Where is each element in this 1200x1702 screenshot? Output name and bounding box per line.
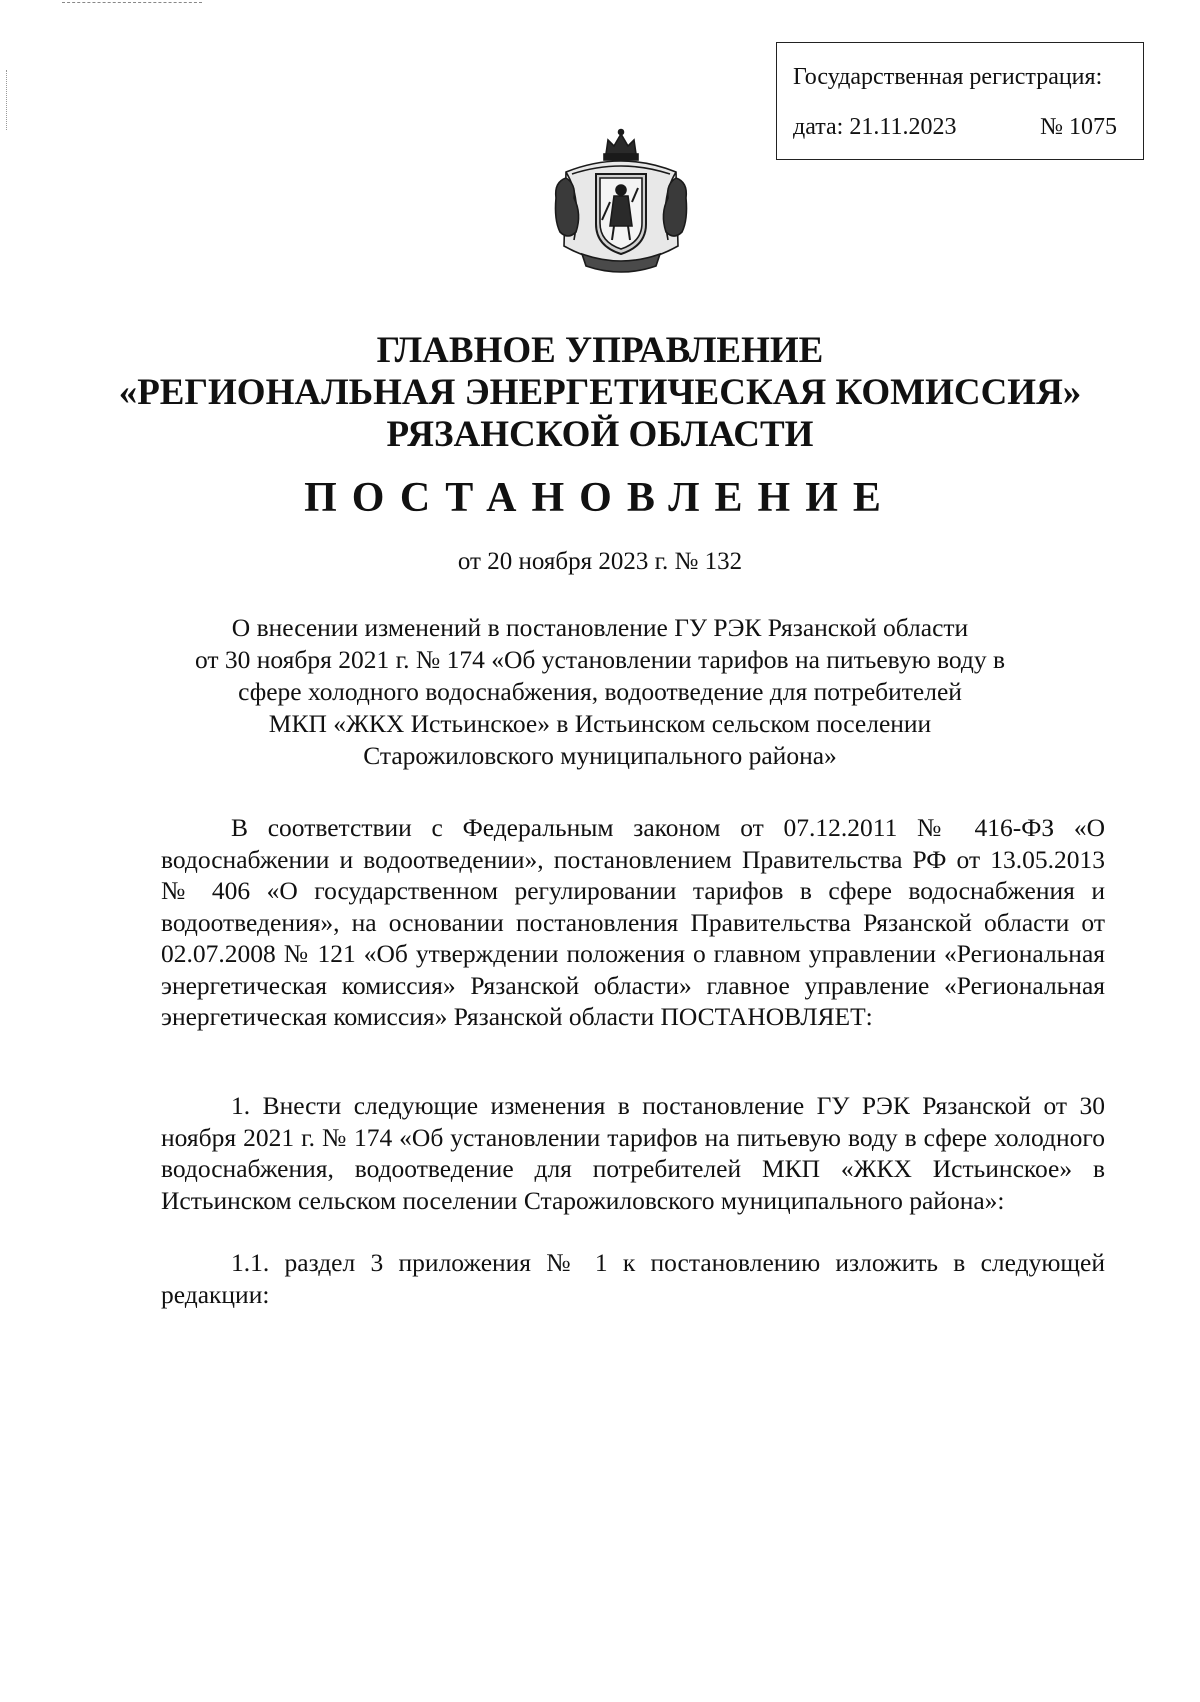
clause-1-paragraph: 1. Внести следующие изменения в постановление ГУ РЭК Рязанской от 30 ноября 2021 г. № 174 «Об установлении тарифов на питьевую воду в сфере холодного водоснабжения, водоотведение для потребителей МКП «ЖКХ Истьинское» в Истьинском сельском поселении Старожиловского муниципального района»:	[161, 1091, 1105, 1215]
subject-line: от 30 ноября 2021 г. № 174 «Об установлении тарифов на питьевую воду в	[194, 645, 1006, 674]
registration-title: Государственная регистрация:	[793, 64, 1103, 90]
organization-title-line: «РЕГИОНАЛЬНАЯ ЭНЕРГЕТИЧЕСКАЯ КОМИССИЯ»	[118, 372, 1082, 413]
subject-line: МКП «ЖКХ Истьинское» в Истьинском сельском поселении	[268, 709, 932, 738]
document-date-number: от 20 ноября 2023 г. № 132	[457, 548, 743, 575]
registration-stamp	[776, 42, 1144, 160]
registration-number: № 1075	[1040, 114, 1117, 140]
document-type: ПОСТАНОВЛЕНИЕ	[304, 475, 896, 521]
registration-date: дата: 21.11.2023	[793, 114, 957, 140]
subject-line: Старожиловского муниципального района»	[363, 741, 837, 770]
organization-title-line: РЯЗАНСКОЙ ОБЛАСТИ	[386, 414, 814, 455]
organization-title	[100, 330, 1100, 456]
preamble-paragraph: В соответствии с Федеральным законом от 07.12.2011 № 416-ФЗ «О водоснабжении и водоотведении», постановлением Правительства РФ от 13.05.2013 № 406 «О государственном регулировании тарифов в сфере водоснабжения и водоотведения», на основании постановления Правительства Рязанской области от 02.07.2008 № 121 «Об утверждении положения о главном управлении «Региональная энергетическая комиссия» Рязанской области» главное управление «Региональная энергетическая комиссия» Рязанской области ПОСТАНОВЛЯЕТ:	[161, 813, 1105, 1031]
subject-line: сфере холодного водоснабжения, водоотведение для потребителей	[238, 677, 962, 706]
scan-edge-mark	[62, 2, 202, 3]
scan-edge-mark	[6, 70, 7, 130]
organization-title-line: ГЛАВНОЕ УПРАВЛЕНИЕ	[376, 330, 824, 371]
ryazan-coat-of-arms-icon	[552, 128, 690, 278]
subject-line: О внесении изменений в постановление ГУ РЭК Рязанской области	[231, 613, 969, 642]
clause-1-1-paragraph: 1.1. раздел 3 приложения № 1 к постановлению изложить в следующей редакции:	[161, 1248, 1105, 1309]
document-subject	[140, 612, 1060, 772]
